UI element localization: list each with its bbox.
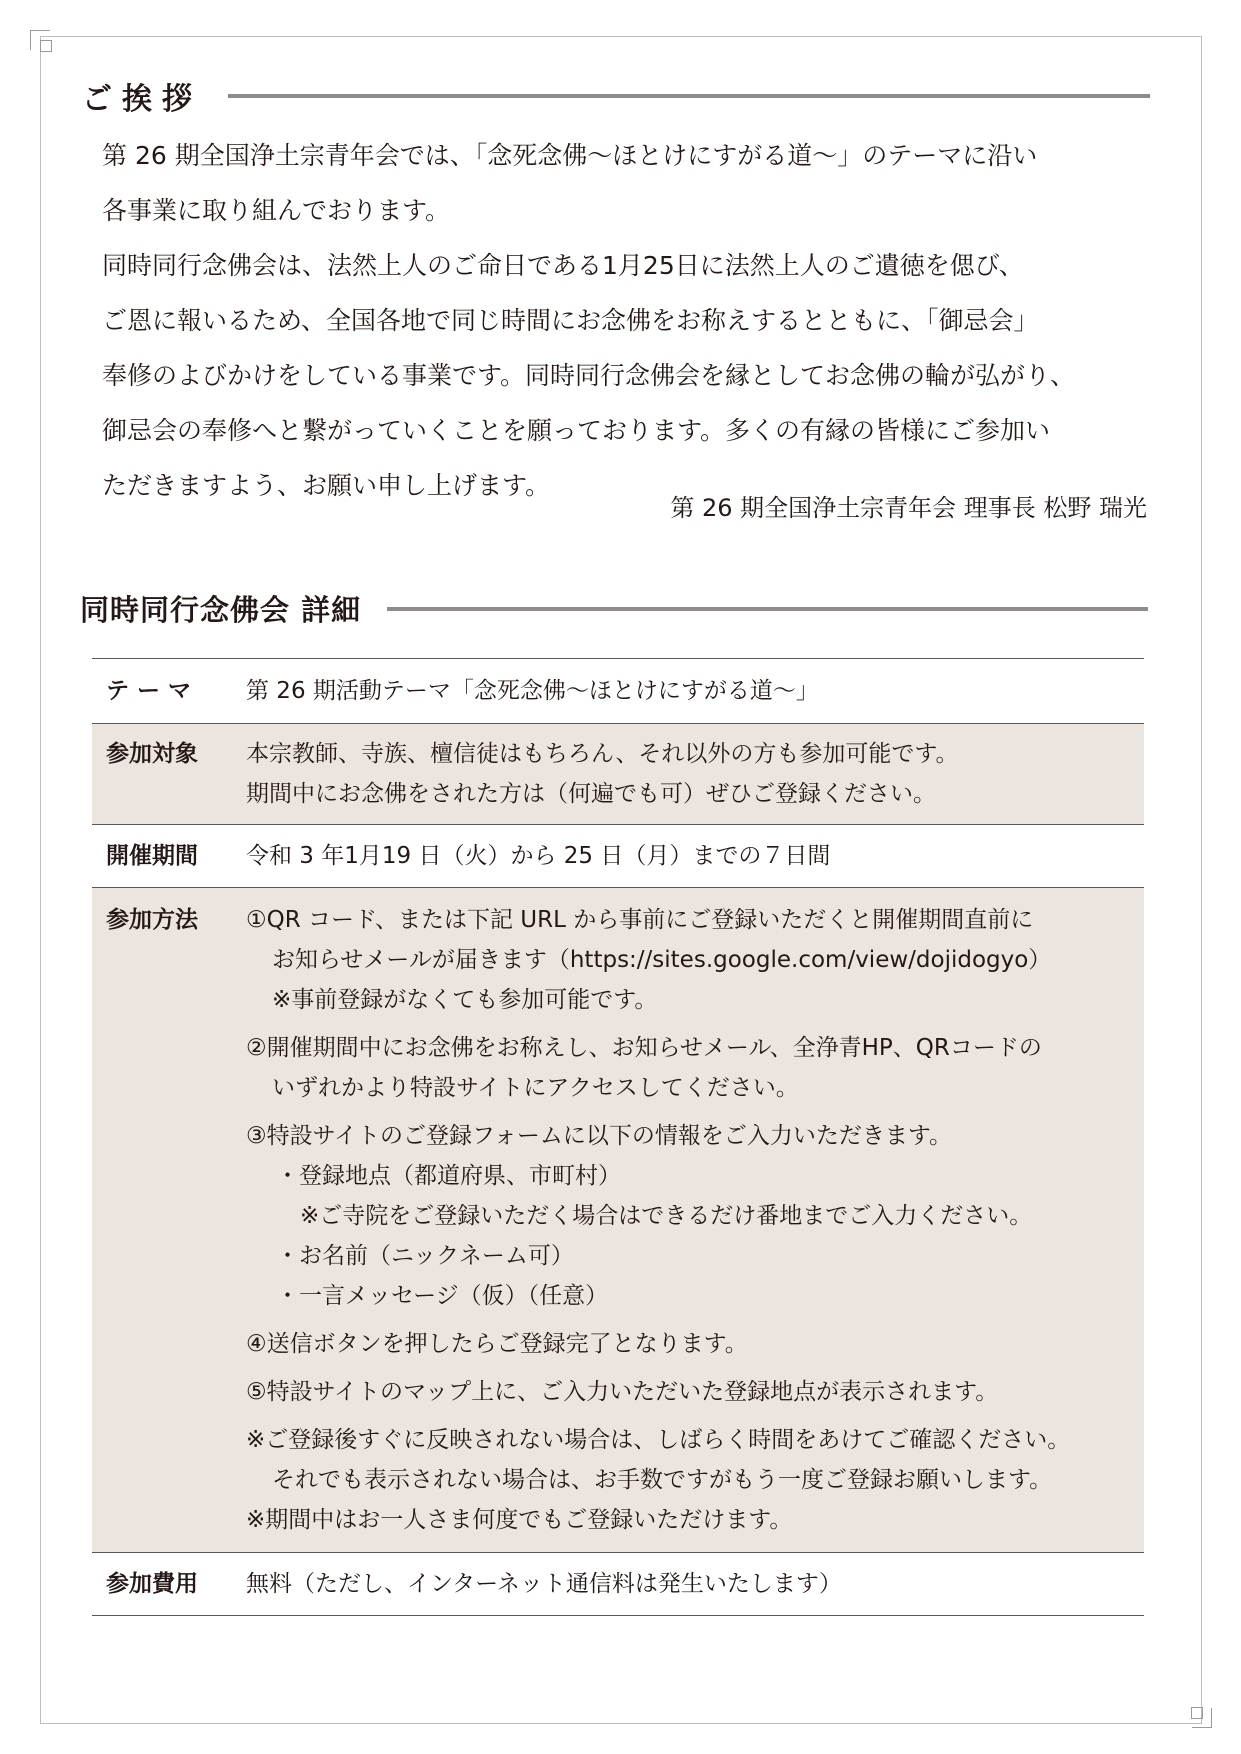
greeting-body [102, 128, 1152, 513]
method-step1-line1: ①QR コード、または下記 URL から事前にご登録いただくと開催期間直前に [246, 907, 1034, 933]
greeting-heading [82, 74, 1150, 118]
method-step5: ⑤特設サイトのマップ上に、ご入力いただいた登録地点が表示されます。 [246, 1379, 999, 1405]
method-label: 参加方法 [92, 888, 246, 1553]
crop-mark-top-left [30, 30, 50, 50]
details-table [92, 658, 1144, 1616]
details-heading-text: 同時同行念佛会 詳細 [80, 593, 362, 627]
target-line-1: 本宗教師、寺族、檀信徒はもちろん、それ以外の方も参加可能です。 [246, 741, 959, 767]
method-note2: ※期間中はお一人さま何度でもご登録いただけます。 [246, 1507, 793, 1533]
crop-mark-bottom-right [1192, 1708, 1212, 1728]
greeting-line-5: 奉修のよびかけをしている事業です。同時同行念佛会を縁としてお念佛の輪が弘がり、 [102, 361, 1076, 390]
method-step3-item-message: ・一言メッセージ（仮）（任意） [276, 1283, 609, 1309]
theme-label: テ ー マ [92, 659, 246, 724]
target-label: 参加対象 [92, 724, 246, 825]
fee-label: 参加費用 [92, 1553, 246, 1616]
method-step1-line3: ※事前登録がなくても参加可能です。 [272, 987, 658, 1013]
period-value: 令和 3 年1月19 日（火）から 25 日（月）までの７日間 [246, 825, 1144, 888]
row-period [92, 825, 1144, 888]
method-step3-intro: ③特設サイトのご登録フォームに以下の情報をご入力いただきます。 [246, 1123, 953, 1149]
greeting-heading-rule [228, 94, 1150, 98]
method-step1-line2: お知らせメールが届きます（https://sites.google.com/view/dojidogyo） [272, 947, 1052, 973]
greeting-line-7: ただきますよう、お願い申し上げます。 [102, 471, 551, 500]
method-step2-line1: ②開催期間中にお念佛をお称えし、お知らせメール、全浄青HP、QRコードの [246, 1035, 1042, 1061]
period-label: 開催期間 [92, 825, 246, 888]
details-heading [80, 588, 1148, 629]
theme-value: 第 26 期活動テーマ「念死念佛～ほとけにすがる道～」 [246, 659, 1144, 724]
method-step3-item-location-note: ※ご寺院をご登録いただく場合はできるだけ番地までご入力ください。 [300, 1203, 1033, 1229]
row-target [92, 724, 1144, 825]
greeting-signature: 第 26 期全国浄土宗青年会 理事長 松野 瑞光 [670, 494, 1147, 522]
greeting-line-1: 第 26 期全国浄土宗青年会では、「念死念佛～ほとけにすがる道～」のテーマに沿い [102, 141, 1038, 170]
row-theme [92, 659, 1144, 724]
greeting-line-4: ご恩に報いるため、全国各地で同じ時間にお念佛をお称えするとともに、「御忌会」 [102, 306, 1039, 335]
row-fee [92, 1553, 1144, 1616]
details-heading-rule [387, 607, 1148, 611]
greeting-heading-text: ご挨拶 [82, 82, 202, 117]
greeting-line-6: 御忌会の奉修へと繋がっていくことを願っております。多くの有縁の皆様にご参加い [102, 416, 1051, 445]
greeting-line-3: 同時同行念佛会は、法然上人のご命日である1月25日に法然上人のご遺徳を偲び、 [102, 251, 1024, 280]
method-step2-line2: いずれかより特設サイトにアクセスしてください。 [272, 1075, 799, 1101]
row-method [92, 888, 1144, 1553]
method-step3-item-name: ・お名前（ニックネーム可） [276, 1243, 574, 1269]
method-note1-line2: それでも表示されない場合は、お手数ですがもう一度ご登録お願いします。 [272, 1467, 1053, 1493]
method-step4: ④送信ボタンを押したらご登録完了となります。 [246, 1331, 748, 1357]
greeting-line-2: 各事業に取り組んでおります。 [102, 196, 451, 225]
method-note1-line1: ※ご登録後すぐに反映されない場合は、しばらく時間をあけてご確認ください。 [246, 1427, 1071, 1453]
target-line-2: 期間中にお念佛をされた方は（何遍でも可）ぜひご登録ください。 [246, 781, 936, 807]
fee-value: 無料（ただし、インターネット通信料は発生いたします） [246, 1553, 1144, 1616]
method-step3-item-location: ・登録地点（都道府県、市町村） [276, 1163, 621, 1189]
